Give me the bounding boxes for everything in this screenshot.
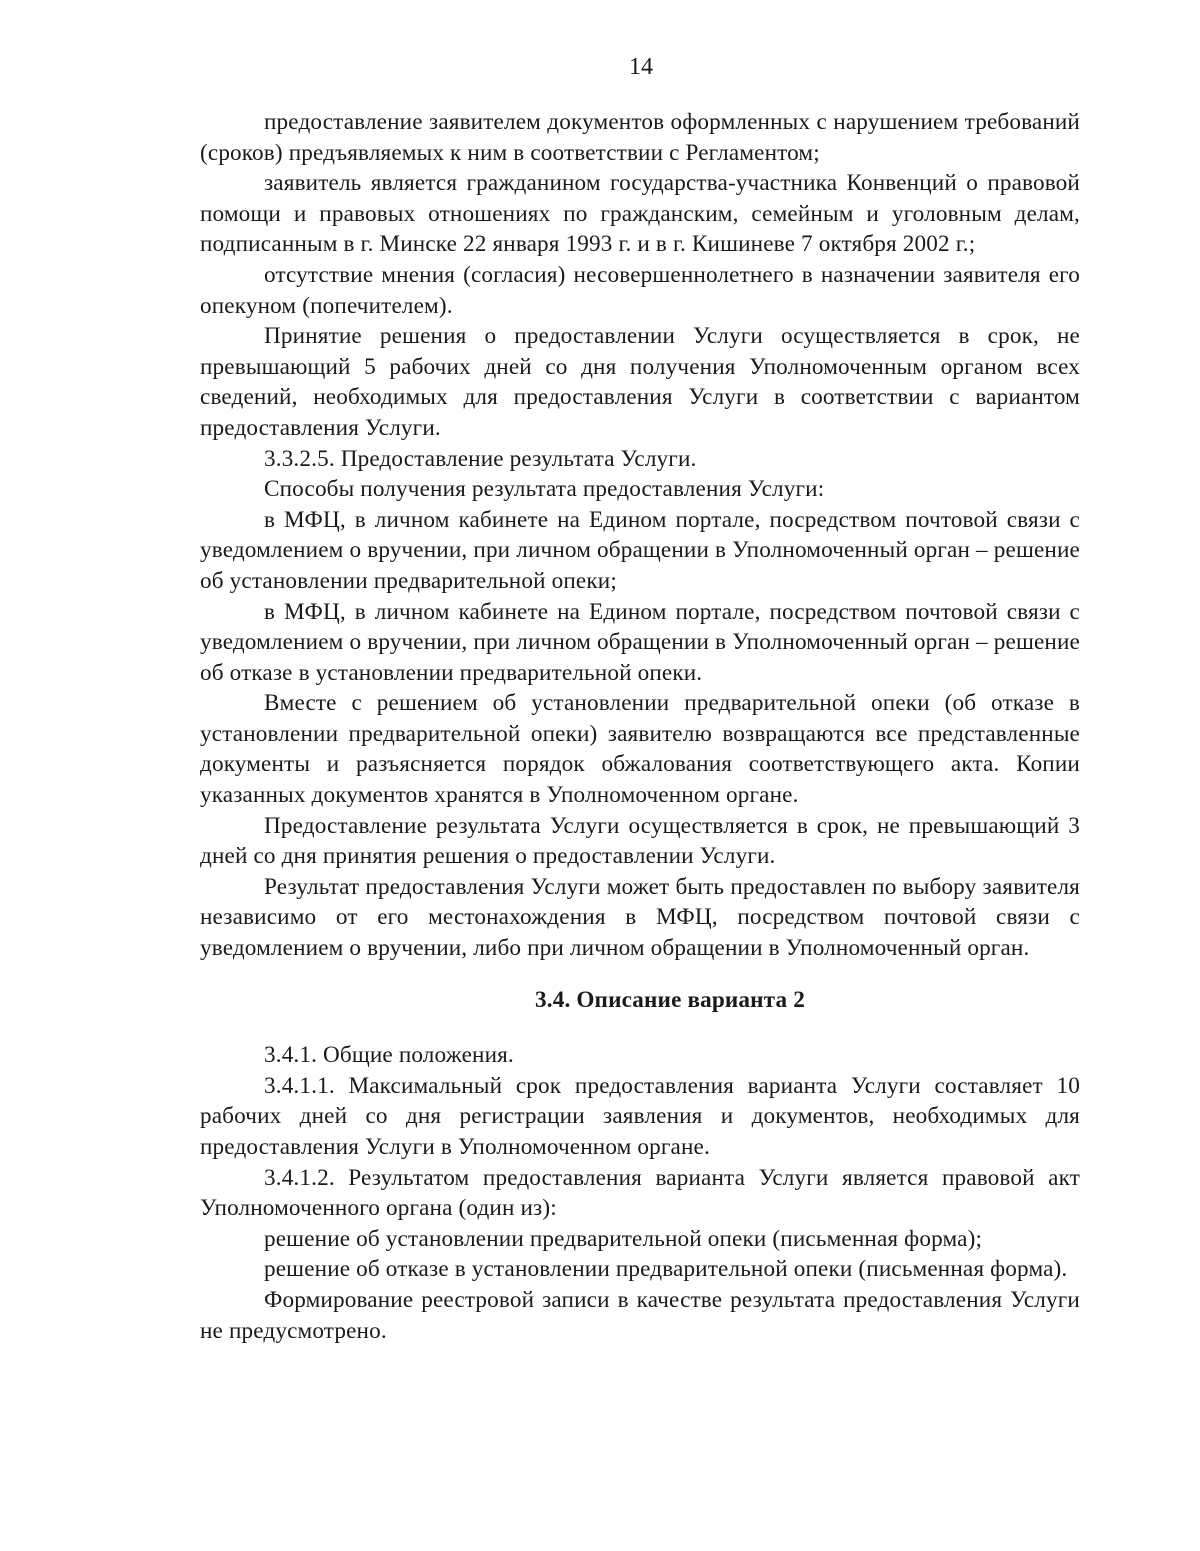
paragraph: Результат предоставления Услуги может быть предоставлен по выбору заявителя независимо от его местонахождения в МФЦ, посредством почтовой связи с уведомлением о вручении, либо при личном обращении в Уполномоченный орган. — [200, 873, 1080, 962]
paragraph: решение об отказе в установлении предварительной опеки (письменная форма). — [264, 1256, 1068, 1283]
paragraph: 3.3.2.5. Предоставление результата Услуги. — [264, 445, 697, 472]
paragraph: в МФЦ, в личном кабинете на Едином портале, посредством почтовой связи с уведомлением о вручении, при личном обращении в Уполномоченный орган – решение об отказе в установлении предварительной опеки. — [200, 598, 1080, 686]
paragraph: в МФЦ, в личном кабинете на Едином портале, посредством почтовой связи с уведомлением о вручении, при личном обращении в Уполномоченный орган – решение об установлении предварительной опеки; — [200, 506, 1080, 594]
paragraph: заявитель является гражданином государства-участника Конвенций о правовой помощи и правовых отношениях по гражданским, семейным и уголовным делам, подписанным в г. Минске 22 января 1993 г. и в г. Кишиневе 7 октября 2002 г.; — [200, 170, 1080, 258]
document-body — [200, 107, 1080, 1346]
paragraph: 3.4.1.2. Результатом предоставления варианта Услуги является правовой акт Уполномоченного органа (один из): — [200, 1164, 1080, 1222]
section-heading: 3.4. Описание варианта 2 — [535, 986, 805, 1013]
paragraph: Формирование реестровой записи в качестве результата предоставления Услуги не предусмотрено. — [200, 1286, 1080, 1344]
paragraph: Предоставление результата Услуги осуществляется в срок, не превышающий 3 дней со дня принятия решения о предоставлении Услуги. — [200, 812, 1080, 870]
paragraph: 3.4.1. Общие положения. — [264, 1042, 514, 1069]
paragraph: решение об установлении предварительной опеки (письменная форма); — [264, 1225, 983, 1252]
paragraph: 3.4.1.1. Максимальный срок предоставления варианта Услуги составляет 10 рабочих дней со дня регистрации заявления и документов, необходимых для предоставления Услуги в Уполномоченном органе. — [200, 1072, 1080, 1160]
page-number: 14 — [629, 54, 653, 80]
paragraph: Принятие решения о предоставлении Услуги осуществляется в срок, не превышающий 5 рабочих дней со дня получения Уполномоченным органом всех сведений, необходимых для предоставления Услуги в соответствии с вариантом предоставления Услуги. — [200, 323, 1080, 441]
paragraph: предоставление заявителем документов оформленных с нарушением требований (сроков) предъявляемых к ним в соответствии с Регламентом; — [200, 109, 1080, 166]
paragraph: Вместе с решением об установлении предварительной опеки (об отказе в установлении предварительной опеки) заявителю возвращаются все представленные документы и разъясняется порядок обжалования соответствующего акта. Копии указанных документов хранятся в Уполномоченном органе. — [200, 690, 1080, 809]
paragraph: Способы получения результата предоставления Услуги: — [264, 476, 825, 503]
paragraph: отсутствие мнения (согласия) несовершеннолетнего в назначении заявителя его опекуном (попечителем). — [200, 261, 1080, 319]
